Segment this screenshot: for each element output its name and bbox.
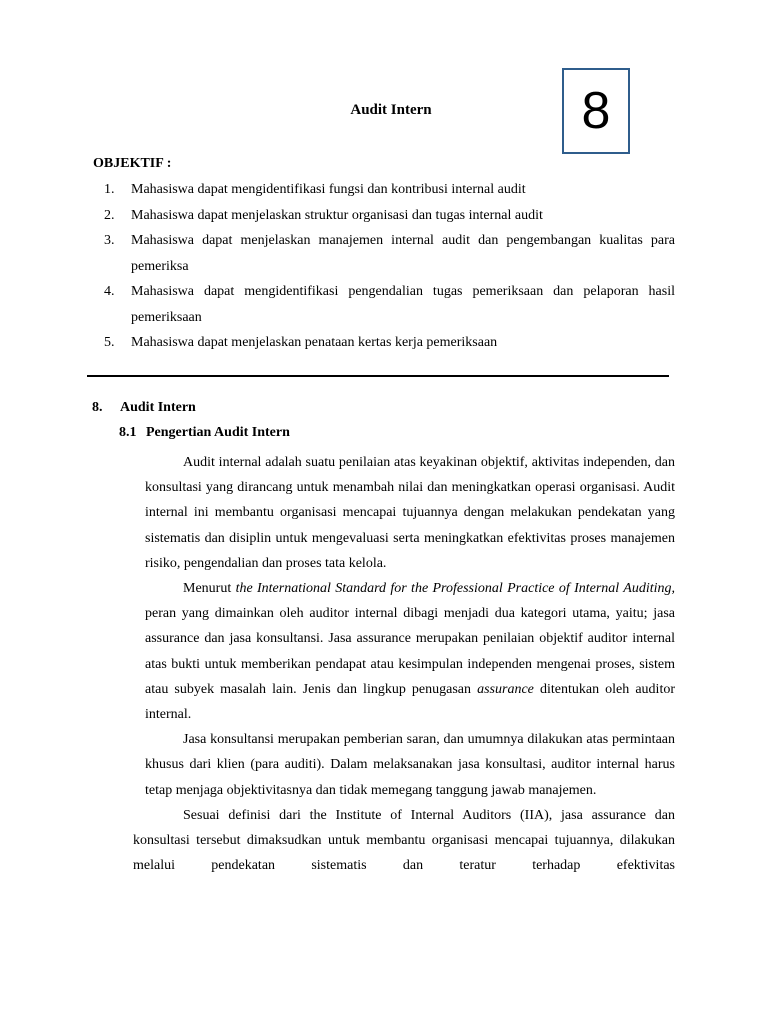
objective-item <box>104 177 675 203</box>
objective-text: Mahasiswa dapat mengidentifikasi pengendalian tugas pemeriksaan dan pelaporan hasil pemeriksaan <box>131 284 675 325</box>
paragraph: Jasa konsultansi merupakan pemberian saran, dan umumnya dilakukan atas permintaan khusus dari klien (para auditi). Dalam melaksanakan jasa konsultasi, auditor internal harus tetap menjaga objektivitasnya dan tidak memegang tanggung jawab manajemen. <box>145 732 675 798</box>
objective-item <box>104 330 675 356</box>
subsection-heading <box>119 425 290 441</box>
objective-item <box>104 203 675 229</box>
paragraph: Audit internal adalah suatu penilaian atas keyakinan objektif, aktivitas independen, dan konsultasi yang dirancang untuk menambah nilai dan meningkatkan operasi organisasi. Audit internal ini membantu organisasi mencapai tujuannya dengan melakukan pendekatan yang sistematis dan disiplin untuk mengevaluasi serta meningkatkan efektivitas proses manajemen risiko, pengendalian dan proses tata kelola. <box>145 455 675 571</box>
paragraph-text: ditentukan oleh auditor internal. <box>145 681 675 723</box>
objective-text: Mahasiswa dapat menjelaskan struktur organisasi dan tugas internal audit <box>131 207 543 223</box>
chapter-number-box: 8 <box>562 68 630 154</box>
objective-text: Mahasiswa dapat menjelaskan penataan kertas kerja pemeriksaan <box>131 335 498 350</box>
horizontal-divider <box>87 375 669 377</box>
subsection-title: Pengertian Audit Intern <box>146 425 290 440</box>
objective-number: 2. <box>104 207 115 223</box>
objectives-heading: OBJEKTIF : <box>93 156 172 171</box>
paragraph-italic-text: assurance <box>477 681 534 697</box>
section-number: 8. <box>92 400 103 415</box>
section-title: Audit Intern <box>120 400 196 415</box>
objective-text: Mahasiswa dapat mengidentifikasi fungsi dan kontribusi internal audit <box>131 182 526 197</box>
objective-text: Mahasiswa dapat menjelaskan manajemen internal audit dan pengembangan kualitas para pemeriksa <box>131 233 675 274</box>
objective-number: 1. <box>104 182 115 197</box>
subsection-number: 8.1 <box>119 425 137 440</box>
objective-item <box>104 279 675 330</box>
page-title: Audit Intern <box>350 102 432 118</box>
paragraph: Sesuai definisi dari the Institute of Internal Auditors (IIA), jasa assurance dan konsultasi tersebut dimaksudkan untuk membantu organisasi mencapai tujuannya, dilakukan melalui pendekatan sistematis dan teratur terhadap efektivitas <box>133 807 675 874</box>
objective-number: 3. <box>104 233 115 248</box>
objectives-list <box>104 177 675 356</box>
paragraph-text: Menurut <box>183 581 236 597</box>
objective-number: 5. <box>104 335 115 350</box>
paragraph-italic-text: the International Standard for the Professional Practice of Internal Auditing, <box>235 581 676 597</box>
paragraph-text: peran yang dimainkan oleh auditor internal dibagi menjadi dua kategori utama, yaitu; jasa assurance dan jasa konsultansi. Jasa assurance merupakan penilaian objektif auditor internal atas bukti untuk memberikan pendapat atau kesimpulan independen mengenai proses, sistem atau subyek masalah lain. Jenis dan lingkup penugasan <box>145 606 675 697</box>
objective-number: 4. <box>104 284 115 299</box>
section-heading <box>92 400 196 416</box>
objective-item <box>104 228 675 279</box>
paragraph <box>145 576 675 727</box>
body-text <box>133 450 676 878</box>
